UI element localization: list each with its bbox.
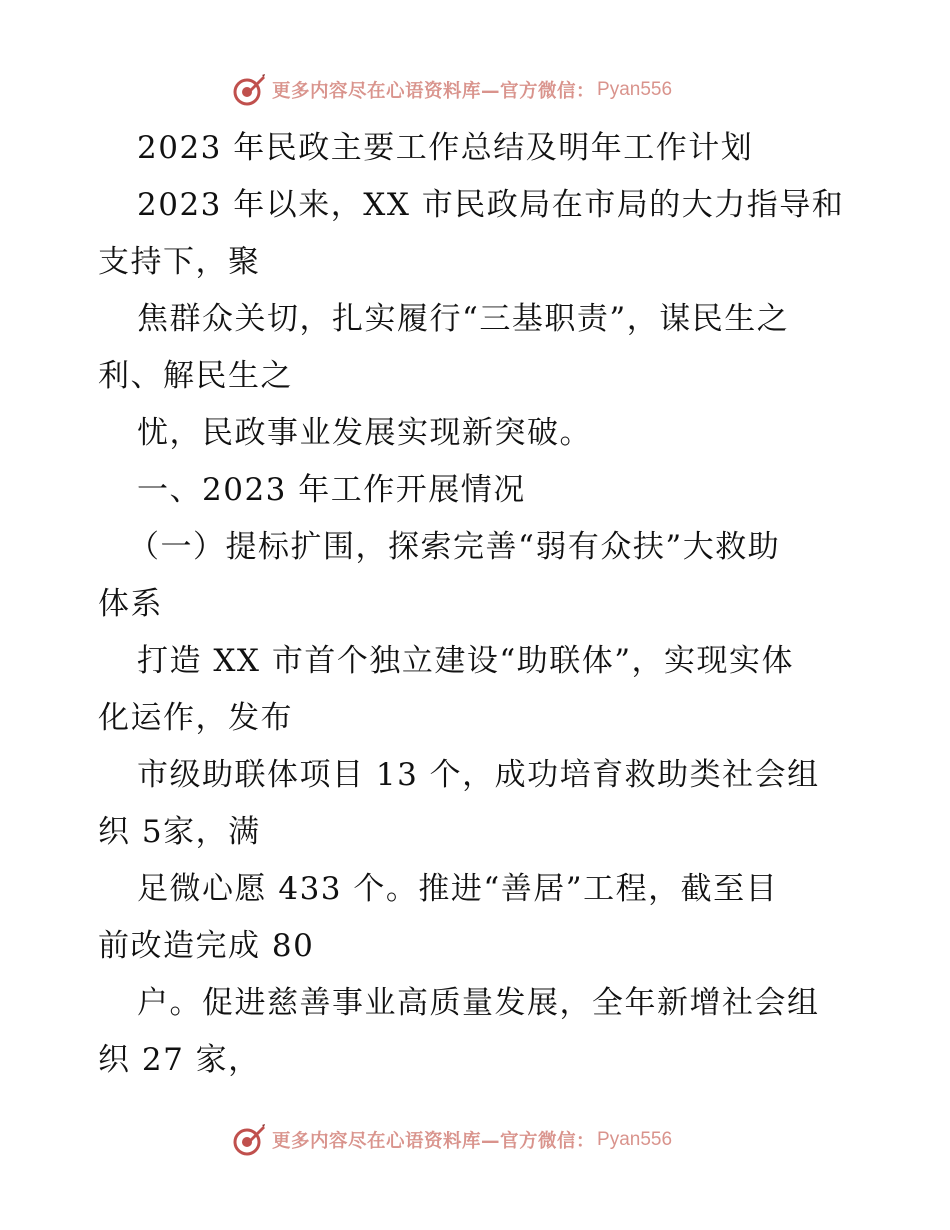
watermark-handle: Pyan556	[597, 1129, 673, 1150]
paragraph-line: 打造 XX 市首个独立建设“助联体”，实现实体	[137, 643, 795, 679]
paragraph-line: 焦群众关切，扎实履行“三基职责”，谋民生之	[137, 301, 790, 337]
paragraph-line: 织 5家，满	[98, 814, 261, 850]
watermark-handle: Pyan556	[597, 79, 673, 100]
paragraph-line: 利、解民生之	[98, 358, 293, 394]
pen-logo-icon	[232, 73, 266, 107]
paragraph-line: 体系	[98, 586, 163, 622]
section-heading: 一、2023 年工作开展情况	[137, 472, 526, 508]
watermark-text: 更多内容尽在心语资料库—官方微信：	[272, 81, 596, 102]
paragraph-line: 化运作，发布	[98, 700, 293, 736]
watermark-text: 更多内容尽在心语资料库—官方微信：	[272, 1131, 596, 1152]
paragraph-line: 户。促进慈善事业高质量发展，全年新增社会组	[137, 985, 820, 1021]
paragraph-line: 前改造完成 80	[98, 928, 315, 964]
paragraph-line: 市级助联体项目 13 个，成功培育救助类社会组	[137, 757, 820, 793]
watermark-banner-bottom	[232, 1122, 752, 1158]
pen-logo-icon	[232, 1123, 266, 1157]
document-title: 2023 年民政主要工作总结及明年工作计划	[137, 130, 754, 166]
subsection-heading: （一）提标扩围，探索完善“弱有众扶”大救助	[128, 529, 781, 565]
watermark-banner-top	[232, 72, 752, 108]
paragraph-line: 支持下，聚	[98, 244, 261, 280]
paragraph-line: 2023 年以来，XX 市民政局在市局的大力指导和	[137, 187, 845, 223]
paragraph-line: 足微心愿 433 个。推进“善居”工程，截至目	[137, 871, 779, 907]
paragraph-line: 忧，民政事业发展实现新突破。	[137, 415, 592, 451]
paragraph-line: 织 27 家，	[98, 1042, 261, 1078]
